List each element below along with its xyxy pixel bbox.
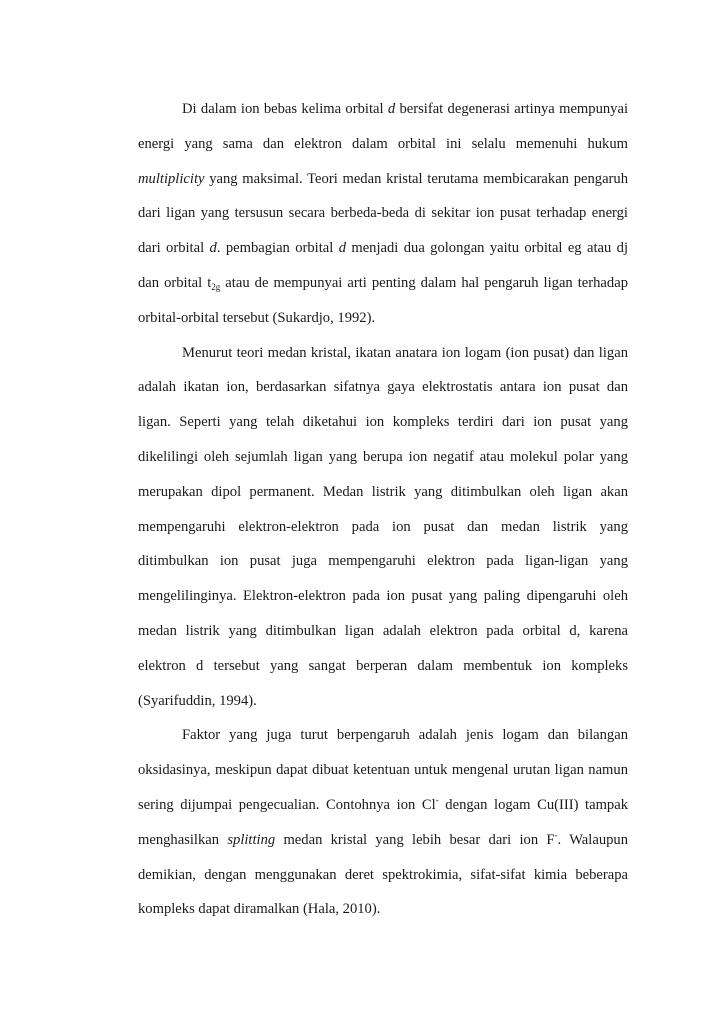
text-line: energi yang sama dan elektron dalam orbital ini selalu memenuhi hukum bbox=[138, 135, 628, 152]
paragraph-3 bbox=[138, 726, 628, 935]
paragraph-2 bbox=[138, 344, 628, 727]
text-line: dikelilingi oleh sejumlah ligan yang berupa ion negatif atau molekul polar yang bbox=[138, 448, 628, 465]
text-line: demikian, dengan menggunakan deret spektrokimia, sifat-sifat kimia beberapa bbox=[138, 866, 628, 883]
text-line: medan listrik yang ditimbulkan ligan adalah elektron pada orbital d, karena bbox=[138, 622, 628, 639]
text-line: dari orbital d. pembagian orbital d menjadi dua golongan yaitu orbital eg atau dj bbox=[138, 240, 628, 257]
text-line: kompleks dapat diramalkan (Hala, 2010). bbox=[138, 901, 381, 918]
text-line: Menurut teori medan kristal, ikatan anatara ion logam (ion pusat) dan ligan bbox=[182, 344, 628, 361]
text-line: multiplicity yang maksimal. Teori medan kristal terutama membicarakan pengaruh bbox=[138, 170, 628, 187]
text-line: ligan. Seperti yang telah diketahui ion kompleks terdiri dari ion pusat yang bbox=[138, 414, 628, 431]
text-line: merupakan dipol permanent. Medan listrik yang ditimbulkan oleh ligan akan bbox=[138, 483, 628, 500]
text-line: (Syarifuddin, 1994). bbox=[138, 692, 257, 709]
text-line: dari ligan yang tersusun secara berbeda-beda di sekitar ion pusat terhadap energi bbox=[138, 205, 628, 222]
text-line: elektron d tersebut yang sangat berperan dalam membentuk ion kompleks bbox=[138, 657, 628, 674]
text-line: adalah ikatan ion, berdasarkan sifatnya gaya elektrostatis antara ion pusat dan bbox=[138, 379, 628, 396]
text-line: oksidasinya, meskipun dapat dibuat ketentuan untuk mengenal urutan ligan namun bbox=[138, 762, 628, 779]
text-line: dan orbital $t_{2g}$ atau de mempunyai arti penting dalam hal pengaruh ligan terhadap bbox=[138, 274, 628, 292]
paragraph-1 bbox=[138, 100, 628, 344]
text-line: Di dalam ion bebas kelima orbital d bersifat degenerasi artinya mempunyai bbox=[182, 101, 628, 117]
text-line: Faktor yang juga turut berpengaruh adalah jenis logam dan bilangan bbox=[182, 727, 628, 744]
text-line: menghasilkan splitting medan kristal yang lebih besar dari ion F-. Walaupun bbox=[138, 830, 628, 848]
text-line: ditimbulkan ion pusat juga mempengaruhi elektron pada ligan-ligan yang bbox=[138, 553, 628, 570]
text-line: mempengaruhi elektron-elektron pada ion pusat dan medan listrik yang bbox=[138, 518, 628, 535]
text-line: mengelilinginya. Elektron-elektron pada ion pusat yang paling dipengaruhi oleh bbox=[138, 588, 628, 605]
text-line: orbital-orbital tersebut (Sukardjo, 1992). bbox=[138, 309, 376, 326]
text-line: sering dijumpai pengecualian. Contohnya ion Cl- dengan logam Cu(III) tampak bbox=[138, 795, 628, 813]
